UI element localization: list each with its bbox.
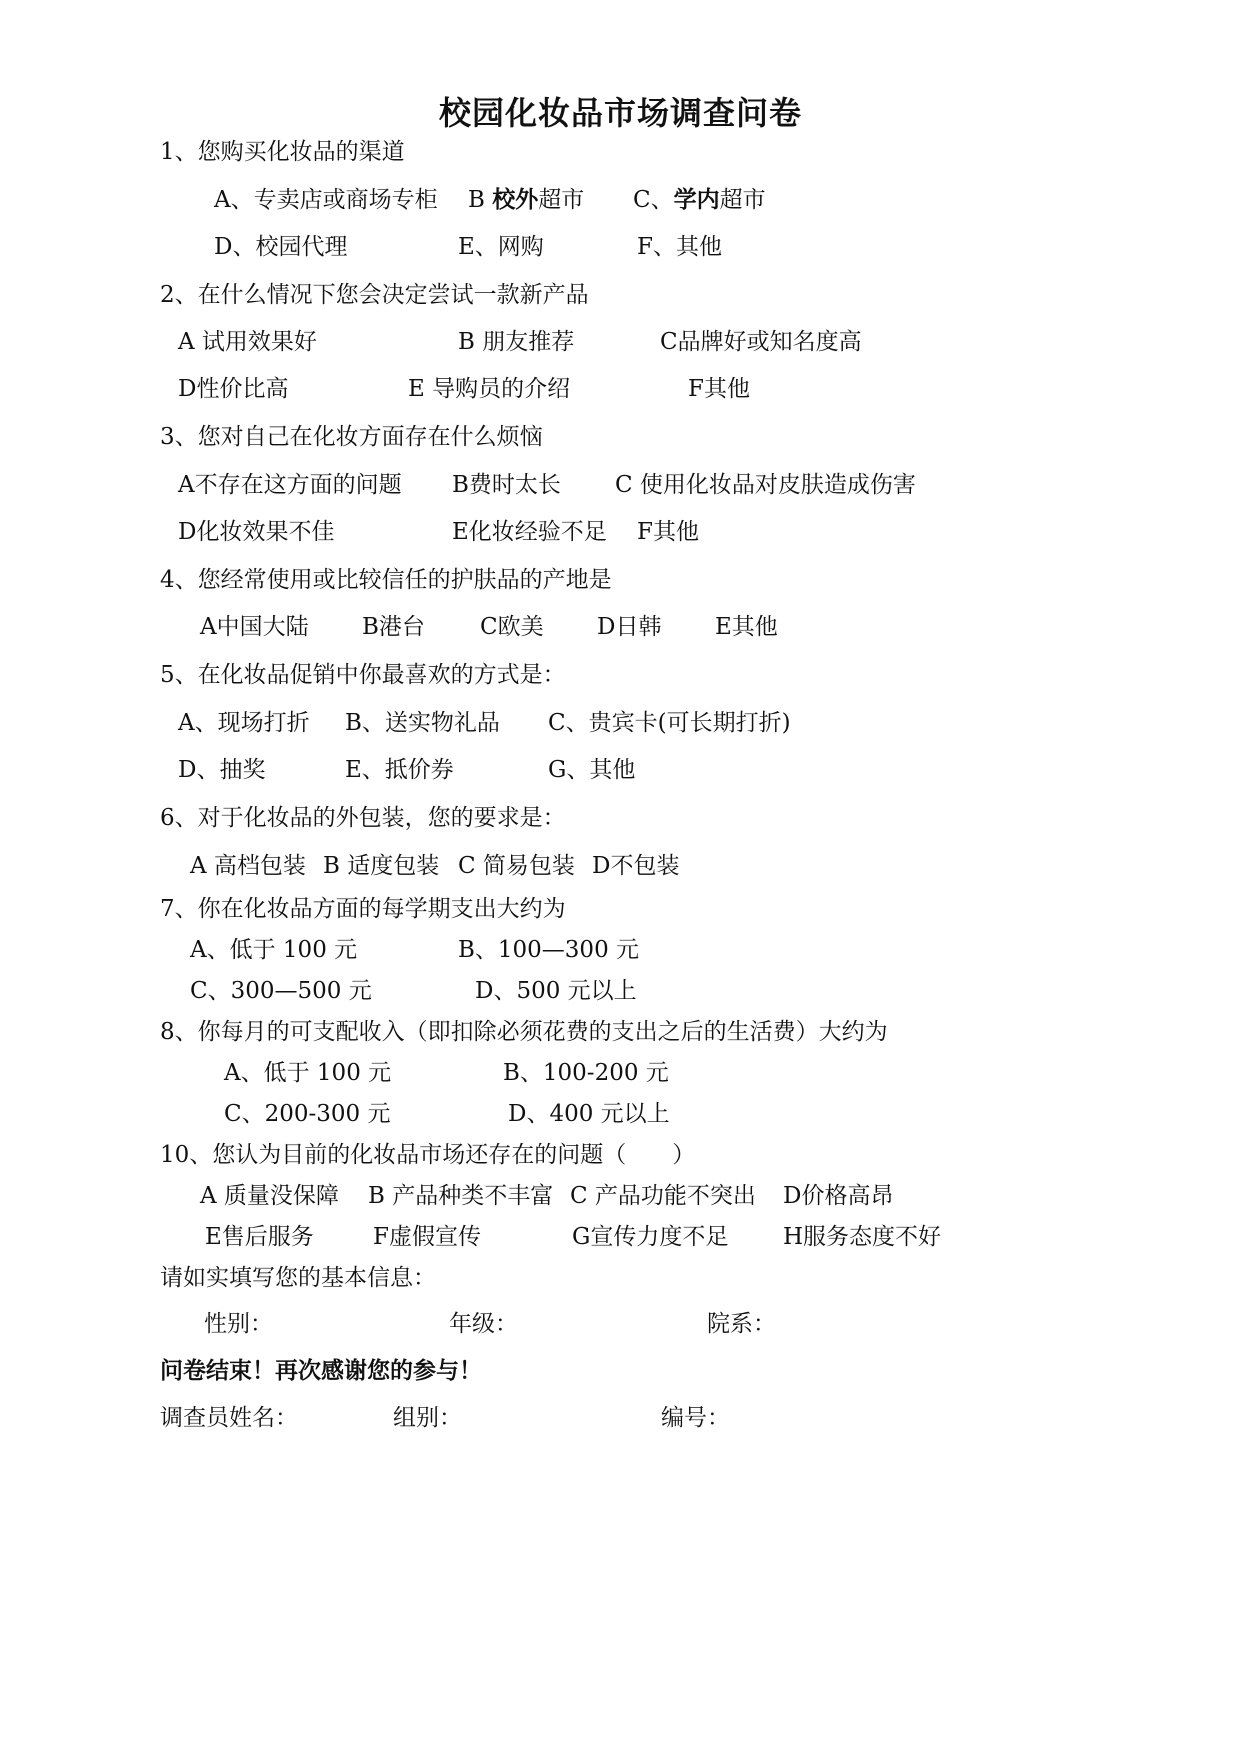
question-5: 5、在化妆品促销中你最喜欢的方式是： <box>160 662 566 688</box>
q1-option-c-letter: C、 <box>633 187 674 213</box>
info-prompt: 请如实填写您的基本信息： <box>160 1265 436 1291</box>
q4-option-e: E其他 <box>715 614 778 640</box>
q1-option-b <box>468 185 584 215</box>
group-label: 组别： <box>393 1405 462 1431</box>
q3-option-b: B费时太长 <box>452 472 561 498</box>
q7-option-c: C、300—500 元 <box>190 978 372 1004</box>
q10-option-b: B 产品种类不丰富 <box>368 1183 554 1209</box>
q4-option-d: D日韩 <box>597 614 662 640</box>
q1-option-b-rest: 超市 <box>538 187 585 213</box>
q1-option-b-letter: B <box>468 187 485 213</box>
q10-option-a: A 质量没保障 <box>200 1183 339 1209</box>
grade-label: 年级： <box>449 1311 518 1337</box>
q8-option-c: C、200-300 元 <box>224 1101 391 1127</box>
q2-option-a: A 试用效果好 <box>178 329 317 355</box>
q3-option-d: D化妆效果不佳 <box>178 519 335 545</box>
q3-option-e: E化妆经验不足 <box>452 519 607 545</box>
q2-option-d: D性价比高 <box>178 376 289 402</box>
q6-option-d: D不包装 <box>592 853 680 879</box>
question-4: 4、您经常使用或比较信任的护肤品的产地是 <box>160 567 612 593</box>
q3-option-a: A不存在这方面的问题 <box>178 472 402 498</box>
question-3: 3、您对自己在化妆方面存在什么烦恼 <box>160 424 543 450</box>
question-6: 6、对于化妆品的外包装，您的要求是： <box>160 805 566 831</box>
q5-option-a: A、现场打折 <box>178 710 310 736</box>
q2-option-b: B 朋友推荐 <box>458 329 575 355</box>
q10-option-e: E售后服务 <box>205 1224 314 1250</box>
q3-option-f: F其他 <box>637 519 699 545</box>
q8-option-d: D、400 元以上 <box>508 1101 670 1127</box>
q1-option-f: F、其他 <box>637 234 722 260</box>
q3-option-c: C 使用化妆品对皮肤造成伤害 <box>615 472 916 498</box>
q5-option-c: C、贵宾卡(可长期打折) <box>548 710 791 736</box>
q10-option-c: C 产品功能不突出 <box>570 1183 756 1209</box>
q2-option-f: F其他 <box>688 376 750 402</box>
q6-option-c: C 简易包装 <box>458 853 575 879</box>
q8-option-a: A、低于 100 元 <box>224 1060 392 1086</box>
q5-option-g: G、其他 <box>548 757 636 783</box>
department-label: 院系： <box>707 1311 776 1337</box>
end-message: 问卷结束！再次感谢您的参与！ <box>160 1357 482 1384</box>
q1-option-d: D、校园代理 <box>214 234 348 260</box>
q1-option-c <box>633 185 766 215</box>
number-label: 编号： <box>661 1405 730 1431</box>
q4-option-b: B港台 <box>362 614 425 640</box>
q5-option-b: B、送实物礼品 <box>345 710 500 736</box>
question-7: 7、你在化妆品方面的每学期支出大约为 <box>160 896 566 922</box>
q5-option-e: E、抵价券 <box>345 757 454 783</box>
q1-option-c-rest: 超市 <box>719 187 766 213</box>
question-2: 2、在什么情况下您会决定尝试一款新产品 <box>160 282 589 308</box>
q2-option-e: E 导购员的介绍 <box>408 376 571 402</box>
question-1: 1、您购买化妆品的渠道 <box>160 139 405 165</box>
q1-option-c-bold: 学内 <box>673 186 720 213</box>
q10-option-f: F虚假宣传 <box>373 1224 481 1250</box>
q10-option-d: D价格高昂 <box>783 1183 894 1209</box>
q2-option-c: C品牌好或知名度高 <box>660 329 862 355</box>
question-10: 10、您认为目前的化妆品市场还存在的问题（ ） <box>160 1142 696 1168</box>
q10-option-g: G宣传力度不足 <box>572 1224 729 1250</box>
q8-option-b: B、100-200 元 <box>503 1060 669 1086</box>
surveyor-label: 调查员姓名： <box>160 1405 298 1431</box>
q7-option-a: A、低于 100 元 <box>190 937 358 963</box>
q7-option-d: D、500 元以上 <box>475 978 637 1004</box>
q6-option-b: B 适度包装 <box>323 853 440 879</box>
q7-option-b: B、100—300 元 <box>458 937 640 963</box>
q6-option-a: A 高档包装 <box>190 853 306 879</box>
question-8: 8、你每月的可支配收入（即扣除必须花费的支出之后的生活费）大约为 <box>160 1019 888 1045</box>
q1-option-b-bold: 校外 <box>492 186 539 213</box>
q1-option-e: E、网购 <box>458 234 544 260</box>
q1-option-a: A、专卖店或商场专柜 <box>214 187 438 213</box>
gender-label: 性别： <box>204 1311 273 1337</box>
q10-option-h: H服务态度不好 <box>783 1224 942 1250</box>
q5-option-d: D、抽奖 <box>178 757 266 783</box>
q4-option-c: C欧美 <box>480 614 544 640</box>
page-title: 校园化妆品市场调查问卷 <box>438 94 802 132</box>
q4-option-a: A中国大陆 <box>200 614 309 640</box>
